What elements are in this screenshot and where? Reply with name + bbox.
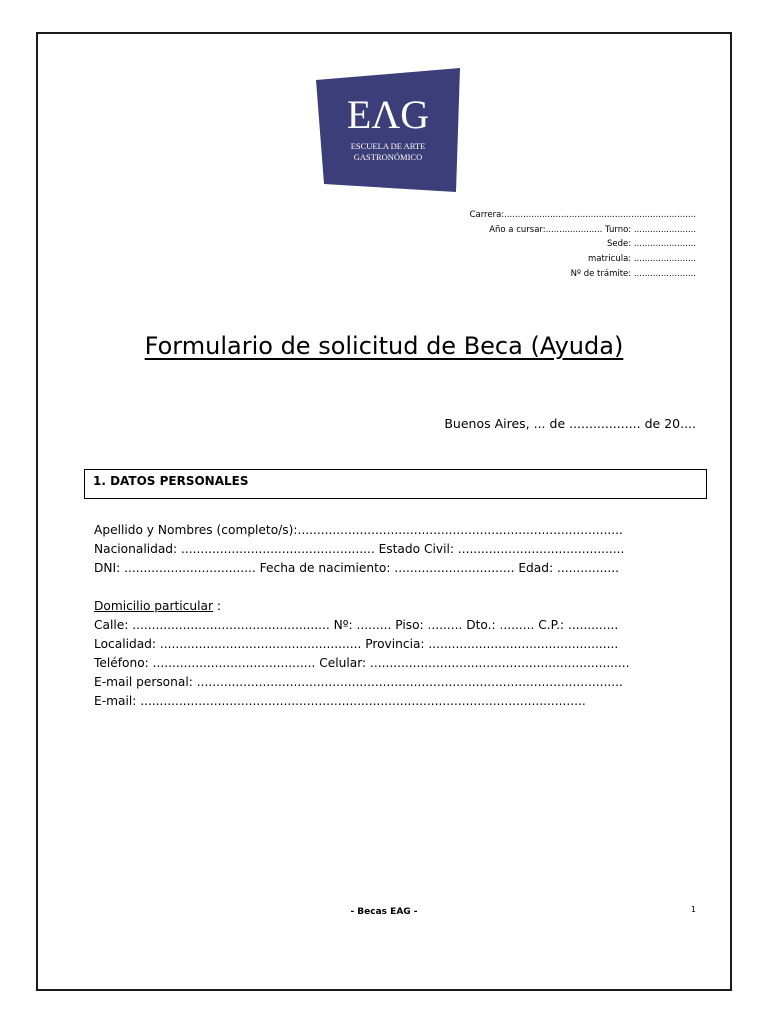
svg-text:ESCUELA DE ARTE: ESCUELA DE ARTE bbox=[350, 141, 426, 151]
eag-logo bbox=[316, 68, 460, 192]
section-title: 1. DATOS PERSONALES bbox=[93, 474, 249, 488]
spacer bbox=[94, 578, 698, 597]
svg-text:EΛG: EΛG bbox=[346, 92, 430, 137]
dni-nacimiento-edad-field[interactable]: DNI: .................................. Fecha de nacimiento: ............................... Edad: ................ bbox=[94, 561, 619, 575]
section-header bbox=[84, 469, 707, 499]
sede-field[interactable]: Sede: ....................... bbox=[607, 239, 696, 250]
footer-text: - Becas EAG - bbox=[350, 907, 418, 917]
email-field[interactable]: E-mail: ................................................................................................................... bbox=[94, 694, 586, 708]
email-personal-field[interactable]: E-mail personal: .............................................................................................................. bbox=[94, 675, 623, 689]
domicilio-heading: Domicilio particular bbox=[94, 599, 213, 613]
svg-text:GASTRONÓMICO: GASTRONÓMICO bbox=[353, 152, 423, 162]
page-number: 1 bbox=[690, 905, 696, 914]
calle-field[interactable]: Calle: ................................................... Nº: ......... Piso: ......... Dto.: ......... C.P.: ............. bbox=[94, 618, 619, 632]
matricula-field[interactable]: matricula: ....................... bbox=[587, 254, 696, 265]
anio-turno-field[interactable]: Año a cursar:..................... Turno: ....................... bbox=[489, 224, 696, 235]
page-title: Formulario de solicitud de Beca (Ayuda) bbox=[144, 332, 624, 360]
domicilio-label bbox=[94, 597, 698, 616]
localidad-provincia-field[interactable]: Localidad: .................................................... Provincia: ................................................. bbox=[94, 637, 619, 651]
tramite-field[interactable]: Nº de trámite: ....................... bbox=[570, 268, 696, 279]
nacionalidad-estado-civil-field[interactable]: Nacionalidad: .................................................. Estado Civil: ........................................... bbox=[94, 542, 625, 556]
personal-data-fields bbox=[94, 521, 698, 711]
administrative-fields bbox=[470, 208, 696, 282]
telefono-celular-field[interactable]: Teléfono: .......................................... Celular: ................................................................... bbox=[94, 656, 630, 670]
date-line[interactable]: Buenos Aires, ... de .................. de 20.... bbox=[444, 416, 696, 431]
apellido-nombres-field[interactable]: Apellido y Nombres (completo/s):.................................................................................... bbox=[94, 523, 623, 537]
carrera-field[interactable]: Carrera:....................................................................... bbox=[469, 210, 696, 220]
domicilio-colon: : bbox=[212, 599, 221, 613]
